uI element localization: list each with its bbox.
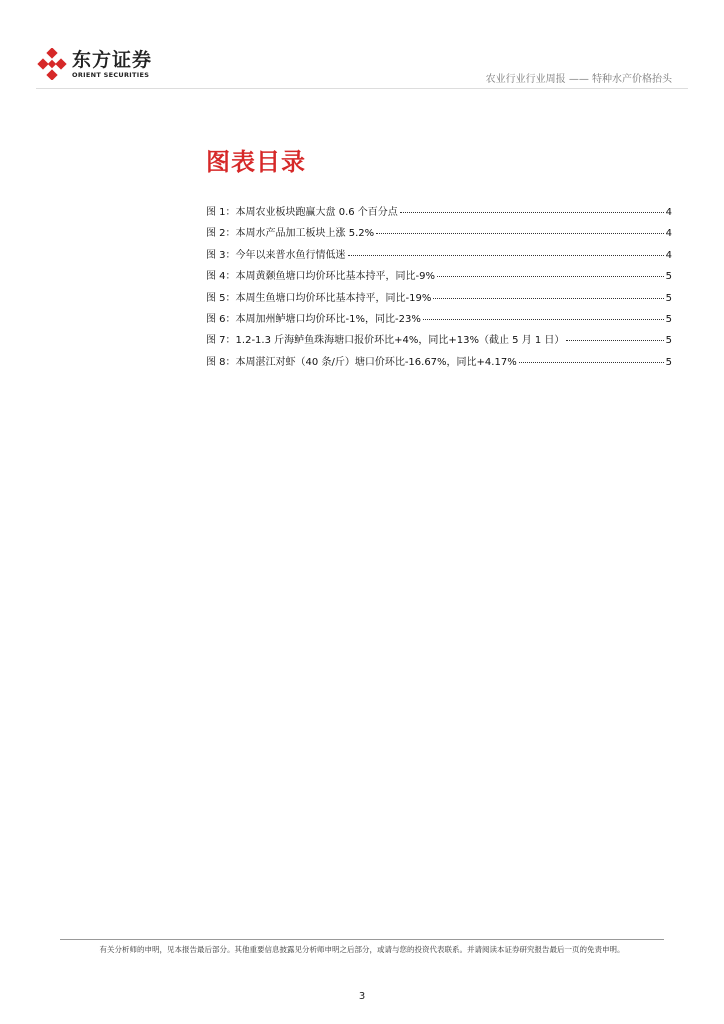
toc-entry-page: 5 <box>665 356 672 368</box>
toc-leader-dots <box>376 233 664 234</box>
toc-leader-dots <box>433 298 663 299</box>
toc-entry-label: 图 2：本周水产品加工板块上涨 5.2% <box>206 228 375 240</box>
toc-entry-label: 图 5：本周生鱼塘口均价环比基本持平，同比-19% <box>206 292 432 304</box>
toc-entry-page: 4 <box>665 228 672 240</box>
toc-entry-figure-2[interactable] <box>206 224 672 245</box>
toc-entry-label: 图 6：本周加州鲈塘口均价环比-1%，同比-23% <box>206 313 421 325</box>
toc-entry-figure-5[interactable] <box>206 289 672 310</box>
toc-heading: 图表目录 <box>206 148 306 176</box>
logo-chinese-name: 东方证券 <box>72 49 153 71</box>
toc-entry-page: 5 <box>665 335 672 347</box>
footer-disclaimer: 有关分析师的申明，见本报告最后部分。其他重要信息披露见分析师申明之后部分，或请与您的投资代表联系。并请阅读本证券研究报告最后一页的免责申明。 <box>99 945 625 954</box>
logo-english-name: ORIENT SECURITIES <box>72 71 150 79</box>
orient-securities-logo-icon <box>36 48 68 80</box>
toc-entry-label: 图 4：本周黄颡鱼塘口均价环比基本持平，同比-9% <box>206 271 436 283</box>
toc-entry-figure-8[interactable] <box>206 353 672 374</box>
toc-entry-page: 5 <box>665 271 672 283</box>
toc-leader-dots <box>423 319 664 320</box>
toc-entry-figure-3[interactable] <box>206 246 672 267</box>
toc-leader-dots <box>400 212 664 213</box>
footer-divider <box>60 939 664 940</box>
toc-entry-page: 4 <box>665 207 672 218</box>
page-number: 3 <box>358 991 366 1002</box>
toc-leader-dots <box>566 340 663 341</box>
toc-leader-dots <box>348 255 664 256</box>
toc-entry-page: 5 <box>665 313 672 325</box>
toc-entry-label: 图 8：本周湛江对虾（40 条/斤）塘口价环比-16.67%，同比+4.17% <box>206 356 517 368</box>
toc-leader-dots <box>437 276 664 277</box>
toc-entry-page: 5 <box>665 292 672 304</box>
report-header-title: 农业行业行业周报 —— 特种水产价格抬头 <box>485 74 672 85</box>
header-divider <box>36 88 688 89</box>
toc-entry-figure-7[interactable] <box>206 331 672 352</box>
toc-entry-label: 图 7：1.2-1.3 斤海鲈鱼珠海塘口报价环比+4%，同比+13%（截止 5 月 1 日） <box>206 335 565 347</box>
toc-entry-page: 4 <box>665 249 672 261</box>
company-logo <box>36 48 152 80</box>
figure-list <box>206 203 672 374</box>
toc-entry-figure-6[interactable] <box>206 310 672 331</box>
toc-entry-label: 图 1：本周农业板块跑赢大盘 0.6 个百分点 <box>206 207 398 218</box>
toc-leader-dots <box>519 362 664 363</box>
toc-entry-figure-1[interactable] <box>206 203 672 224</box>
toc-entry-figure-4[interactable] <box>206 267 672 288</box>
toc-entry-label: 图 3：今年以来普水鱼行情低迷 <box>206 249 346 261</box>
